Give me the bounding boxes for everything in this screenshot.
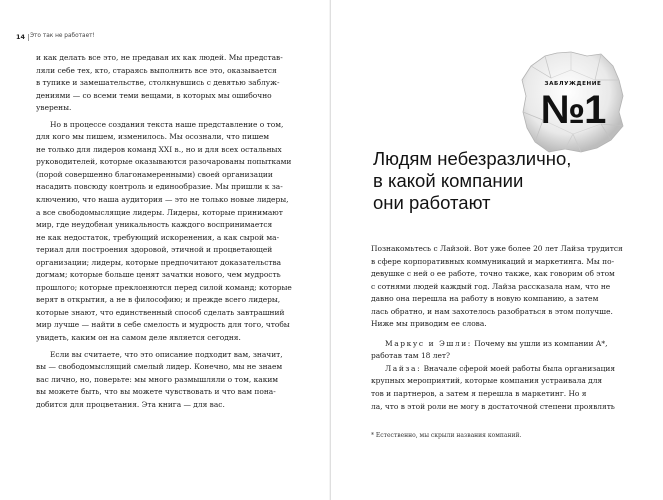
- text-line: работав там 18 лет?: [371, 351, 451, 361]
- dialogue-text: Вначале сферой моей работы была организация: [423, 363, 616, 373]
- chapter-title-line: они работают: [373, 192, 491, 213]
- text-line: Познакомьтесь с Лайзой. Вот уже более 20 лет Лайза трудится: [371, 244, 623, 253]
- dialogue-line: [371, 363, 623, 376]
- text-line: не как недостаток, требующий искоренения, а как сырой ма-: [36, 232, 280, 242]
- text-line: уверены.: [36, 103, 72, 113]
- text-line: вы можете быть, что вы можете чувствовать и что вам пона-: [36, 387, 276, 397]
- text-line: насадить повсюду контроль и единообразие. Мы пришли к за-: [36, 182, 283, 192]
- running-head-divider: [28, 34, 29, 41]
- text-line: мир, где неудобная уникальность каждого воспринимается: [36, 220, 273, 230]
- chapter-title-line: Людям небезразлично,: [373, 148, 572, 169]
- running-head: [16, 33, 316, 43]
- text-line: мир лучше — найти в себе смелость и мудрость для того, чтобы: [36, 320, 290, 330]
- text-line: увидеть, каким он на самом деле является сегодня.: [36, 333, 241, 343]
- left-page: [0, 0, 331, 500]
- text-line: организации; лидеры, которые предпочитают доказательства: [36, 257, 282, 267]
- text-line: ляли себе тех, кто, стараясь выполнить все это, оказывается: [36, 65, 277, 75]
- misconception-number: №1: [540, 88, 606, 132]
- text-line: Если вы считаете, что это описание подходит вам, значит,: [50, 349, 283, 359]
- dialogue-line: [371, 338, 623, 351]
- text-line: в тупике и замешательстве, столкнувшись с девятью заблуж-: [36, 78, 280, 88]
- misconception-badge: [521, 50, 625, 154]
- dialogue-speaker: Маркус и Эшли:: [385, 338, 472, 348]
- text-line: тов и партнеров, а затем я перешла в маркетинг. Но я: [371, 389, 587, 399]
- text-line: девушке с ней о ее работе, точно также, как говорим об этом: [371, 269, 615, 279]
- text-line: которые знают, что единственный способ сделать завтрашний: [36, 307, 285, 317]
- text-line: дениями — со всеми теми вещами, в которых мы ошибочно: [36, 90, 272, 100]
- misconception-label: ЗАБЛУЖДЕНИЕ: [544, 81, 602, 87]
- paragraph-gap: [371, 331, 623, 338]
- dialogue-speaker: Лайза:: [385, 363, 422, 373]
- text-line: вы — свободомыслящий смелый лидер. Конечно, мы не знаем: [36, 362, 283, 372]
- text-line: вас лично, но, поверьте: мы много размышляли о том, каким: [36, 374, 279, 384]
- text-line: догмам; которые больше ценят зачатки нового, чем мудрость: [36, 270, 281, 280]
- chapter-title-line: в какой компании: [373, 170, 524, 191]
- page-number: 14: [16, 33, 26, 41]
- text-line: добится для процветания. Эта книга — для вас.: [36, 399, 225, 409]
- text-line: а все свободомыслящие лидеры. Лидеры, которые принимают: [36, 207, 283, 217]
- text-line: крупных мероприятий, которые компания устраивала для: [371, 376, 603, 386]
- text-line: и как делать все это, не предавая их как людей. Мы представ-: [36, 53, 283, 62]
- text-line: ключению, что наша аудитория — это не только новые лидеры,: [36, 195, 289, 205]
- text-line: верят в открытия, а не в философию; и прежде всего лидеры,: [36, 295, 281, 305]
- text-line: не только для лидеров команд XXI в., но и для всех остальных: [36, 144, 282, 154]
- text-line: ла, что в этой роли не могу в достаточной степени проявлять: [371, 401, 615, 411]
- text-line: с сотнями людей каждый год. Лайза рассказала нам, что не: [371, 281, 611, 291]
- text-line: давно она перешла на работу в новую компанию, а затем: [371, 294, 599, 304]
- text-line: для кого мы пишем, изменилось. Мы осознали, что пишем: [36, 132, 270, 142]
- text-line: Но в процессе создания текста наше представление о том,: [50, 119, 284, 129]
- chapter-title: [373, 148, 633, 214]
- running-title: Это так не работает!: [30, 33, 95, 39]
- text-line: Ниже мы приводим ее слова.: [371, 319, 487, 329]
- text-line: руководителей, которые оказываются разочарованы попытками: [36, 157, 292, 167]
- text-line: (порой совершенно благонамеренными) своей организации: [36, 169, 273, 179]
- text-line: в сфере корпоративных коммуникаций и маркетинга. Мы по-: [371, 256, 615, 266]
- text-line: териал для построения здоровой, этичной и процветающей: [36, 245, 273, 255]
- dialogue-text: Почему вы ушли из компании А*,: [474, 338, 608, 348]
- text-line: прошлого; которые преклоняются перед силой команд; которые: [36, 282, 292, 292]
- right-body-text: [371, 243, 623, 413]
- footnote: * Естественно, мы скрыли названия компаний.: [371, 432, 522, 439]
- left-body-text: [36, 52, 296, 411]
- text-line: лась обратно, и нам захотелось разобраться в этом получше.: [371, 306, 613, 316]
